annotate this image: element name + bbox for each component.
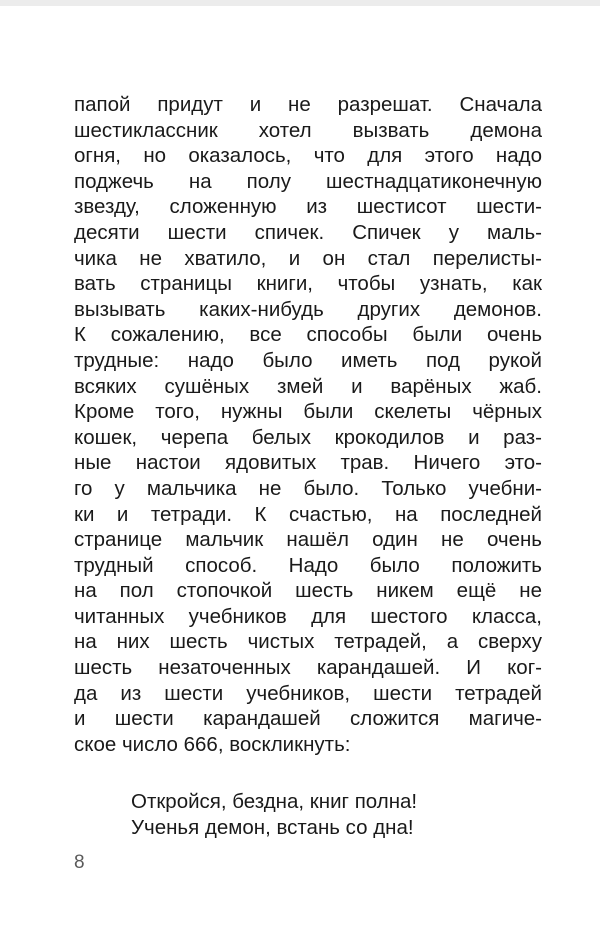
paragraph-line: шесть незаточенных карандашей. И ког-: [74, 656, 542, 680]
paragraph-line: всяких сушёных змей и варёных жаб.: [74, 374, 542, 398]
paragraph-line: ское число 666, воскликнуть:: [74, 732, 351, 756]
paragraph-text: [74, 92, 542, 757]
verse-block: [131, 789, 491, 841]
paragraph-line: на пол стопочкой шесть никем ещё не: [74, 579, 542, 603]
paragraph-line: шестиклассник хотел вызвать демона: [74, 118, 542, 142]
paragraph-line: трудный способ. Надо было положить: [74, 553, 542, 577]
paragraph-line: чика не хватило, и он стал перелисты-: [74, 246, 542, 270]
paragraph-line: вызывать каких-нибудь других демонов.: [74, 297, 542, 321]
paragraph-line: странице мальчик нашёл один не очень: [74, 528, 542, 552]
paragraph-line: К сожалению, все способы были очень: [74, 323, 542, 347]
paragraph-line: и шести карандашей сложится магиче-: [74, 707, 542, 731]
paragraph-line: ные настои ядовитых трав. Ничего это-: [74, 451, 542, 475]
page-number: 8: [74, 852, 85, 873]
paragraph-line: огня, но оказалось, что для этого надо: [74, 144, 542, 168]
paragraph-line: трудные: надо было иметь под рукой: [74, 348, 542, 372]
paragraph-line: звезду, сложенную из шестисот шести-: [74, 195, 542, 219]
paragraph-line: кошек, черепа белых крокодилов и раз-: [74, 425, 542, 449]
verse-line: Ученья демон, встань со дна!: [131, 816, 414, 839]
paragraph-line: на них шесть чистых тетрадей, а сверху: [74, 630, 542, 654]
paragraph-line: Кроме того, нужны были скелеты чёрных: [74, 400, 542, 424]
verse-line: Откройся, бездна, книг полна!: [131, 790, 418, 813]
paragraph-line: десяти шести спичек. Спичек у маль-: [74, 220, 542, 244]
paragraph-line: поджечь на полу шестнадцатиконечную: [74, 169, 542, 193]
paragraph-line: читанных учебников для шестого класса,: [74, 604, 542, 628]
paragraph-line: го у мальчика не было. Только учебни-: [74, 476, 542, 500]
paragraph-line: папой придут и не разрешат. Сначала: [74, 93, 542, 116]
paragraph-line: да из шести учебников, шести тетрадей: [74, 681, 542, 705]
paragraph-line: ки и тетради. К счастью, на последней: [74, 502, 542, 526]
paragraph-line: вать страницы книги, чтобы узнать, как: [74, 272, 542, 296]
